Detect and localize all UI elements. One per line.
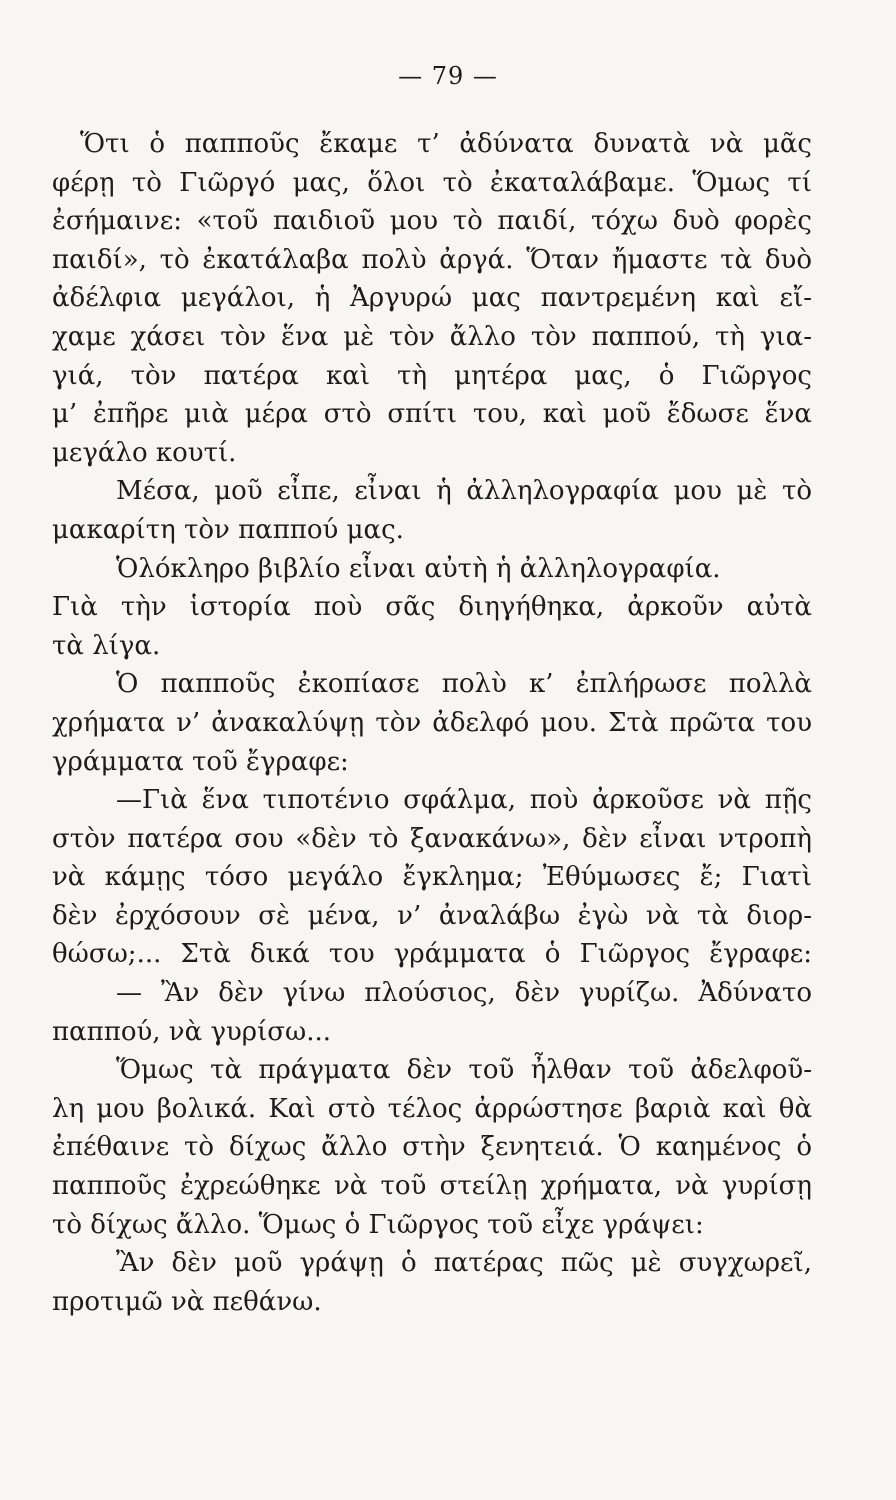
text-line: φέρῃ τὸ Γιῶργό μας, ὅλοι τὸ ἐκαταλάβαμε. Ὅμως τί [52, 167, 812, 198]
text-line: Ὅμως τὰ πράγματα δὲν τοῦ ἦλθαν τοῦ ἀδελφοῦ- [116, 1055, 812, 1086]
text-line: Ὁ παπποῦς ἐκοπίασε πολὺ κ’ ἐπλήρωσε πολλὰ [116, 669, 812, 700]
page-number: — 79 — [398, 62, 498, 90]
text-line: — Ἂν δὲν γίνω πλούσιος, δὲν γυρίζω. Ἀδύνατο [116, 978, 812, 1009]
text-line: θώσω;... Στὰ δικά του γράμματα ὁ Γιῶργος ἔγραφε: [52, 939, 812, 970]
text-line: μακαρίτη τὸν παππού μας. [52, 514, 404, 545]
text-line: τὸ δίχως ἄλλο. Ὅμως ὁ Γιῶργος τοῦ εἶχε γράψει: [52, 1209, 704, 1240]
text-line: μεγάλο κουτί. [52, 437, 237, 468]
text-line: λη μου βολικά. Καὶ στὸ τέλος ἀρρώστησε βαριὰ καὶ θὰ [52, 1093, 812, 1124]
body-text [52, 125, 812, 1321]
text-line: ἐσήμαινε: «τοῦ παιδιοῦ μου τὸ παιδί, τόχω δυὸ φορὲς [52, 206, 812, 237]
text-line: γράμματα τοῦ ἔγραφε: [52, 746, 349, 777]
text-line: στὸν πατέρα σου «δὲν τὸ ξανακάνω», δὲν εἶναι ντροπὴ [52, 823, 812, 854]
text-line: νὰ κάμῃς τόσο μεγάλο ἔγκλημα; Ἐθύμωσες ἔ; Γιατὶ [52, 862, 812, 893]
text-line: —Γιὰ ἕνα τιποτένιο σφάλμα, ποὺ ἀρκοῦσε νὰ πῇς [116, 785, 812, 816]
text-line: Ὁλόκληρο βιβλίο εἶναι αὐτὴ ἡ ἀλληλογραφία. [116, 553, 721, 584]
text-line: χρήματα ν’ ἀνακαλύψῃ τὸν ἀδελφό μου. Στὰ πρῶτα του [52, 707, 812, 738]
text-line: δὲν ἐρχόσουν σὲ μένα, ν’ ἀναλάβω ἐγὼ νὰ τὰ διορ- [52, 900, 812, 931]
text-line: παπποῦς ἐχρεώθηκε νὰ τοῦ στείλῃ χρήματα, νὰ γυρίσῃ [52, 1171, 812, 1202]
text-line: προτιμῶ νὰ πεθάνω. [52, 1286, 322, 1317]
text-line: γιά, τὸν πατέρα καὶ τὴ μητέρα μας, ὁ Γιῶργος [52, 360, 812, 391]
text-line: ἀδέλφια μεγάλοι, ἡ Ἀργυρώ μας παντρεμένη καὶ εἴ- [52, 283, 812, 314]
text-line: Ὅτι ὁ παπποῦς ἔκαμε τ’ ἀδύνατα δυνατὰ νὰ μᾶς [80, 129, 812, 159]
text-line: Ἂν δὲν μοῦ γράψῃ ὁ πατέρας πῶς μὲ συγχωρεῖ, [116, 1248, 812, 1279]
text-line: ἐπέθαινε τὸ δίχως ἄλλο στὴν ξενητειά. Ὁ καημένος ὁ [52, 1132, 812, 1163]
text-line: παππού, νὰ γυρίσω... [52, 1016, 332, 1047]
text-line: Γιὰ τὴν ἱστορία ποὺ σᾶς διηγήθηκα, ἀρκοῦν αὐτὰ [52, 592, 812, 623]
text-line: Μέσα, μοῦ εἶπε, εἶναι ἡ ἀλληλογραφία μου μὲ τὸ [116, 476, 812, 507]
text-line: παιδί», τὸ ἐκατάλαβα πολὺ ἀργά. Ὅταν ἤμαστε τὰ δυὸ [52, 244, 812, 275]
text-line: χαμε χάσει τὸν ἕνα μὲ τὸν ἄλλο τὸν παππού, τὴ για- [52, 321, 812, 352]
text-line: μ’ ἐπῆρε μιὰ μέρα στὸ σπίτι του, καὶ μοῦ ἔδωσε ἕνα [52, 399, 812, 430]
text-line: τὰ λίγα. [52, 630, 161, 661]
